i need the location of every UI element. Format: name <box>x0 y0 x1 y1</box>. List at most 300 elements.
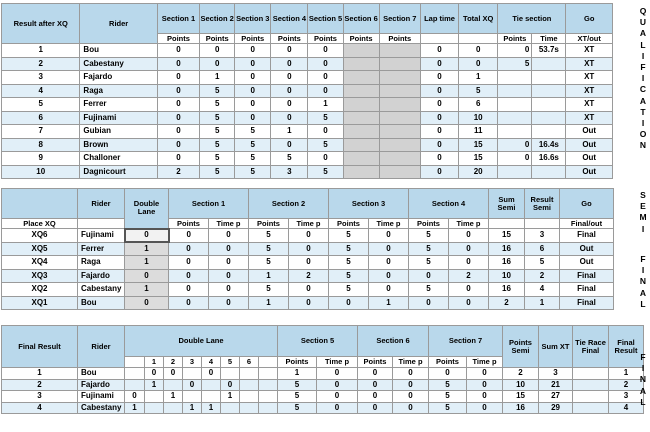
section-value: 0 <box>209 296 249 310</box>
section-value: 0 <box>317 368 358 380</box>
semi-final-table <box>1 188 614 310</box>
table-row <box>2 138 613 152</box>
section-value: 5 <box>329 269 369 283</box>
header-final-result-2: Final Result <box>609 326 644 368</box>
lap-time: 0 <box>420 111 458 125</box>
header-points-semi: Points Semi <box>503 326 539 368</box>
total-xq: 0 <box>459 57 498 71</box>
position-cell: 4 <box>2 84 80 98</box>
section-value: 5 <box>329 283 369 297</box>
section-value: 0 <box>393 391 429 403</box>
points-semi: 10 <box>503 379 539 391</box>
subheader-points: Points <box>169 219 209 229</box>
tie-time: 16.6s <box>532 152 566 166</box>
section-points: 5 <box>235 125 271 139</box>
tie-time <box>532 71 566 85</box>
subheader-tie-time: Time <box>532 34 566 44</box>
table-row <box>2 391 644 403</box>
section-value: 0 <box>289 229 329 243</box>
section-points: 0 <box>200 57 235 71</box>
section-value: 0 <box>169 296 209 310</box>
rider-name: Fujinami <box>78 391 125 403</box>
section-value: 0 <box>369 242 409 256</box>
subheader-lane-6: 6 <box>240 357 259 368</box>
table-row <box>2 368 644 380</box>
sum-semi: 15 <box>489 229 525 243</box>
rider-name: Ferrer <box>78 242 125 256</box>
subheader-time-p: Time p <box>289 219 329 229</box>
section-points: 5 <box>308 111 343 125</box>
tie-time <box>532 125 566 139</box>
tie-points <box>498 125 532 139</box>
lane-empty <box>259 379 278 391</box>
go-status: XT <box>566 111 613 125</box>
subheader-points: Points <box>429 357 467 368</box>
section-points: 5 <box>200 125 235 139</box>
header-tie-section: Tie section <box>498 4 566 34</box>
final-result: 1 <box>609 368 644 380</box>
total-xq: 0 <box>459 44 498 58</box>
section-points: 1 <box>271 125 308 139</box>
go-status: XT <box>566 84 613 98</box>
result-semi: 5 <box>525 256 560 270</box>
sum-xt: 3 <box>539 368 573 380</box>
subheader-points: Points <box>249 219 289 229</box>
section-value: 5 <box>429 402 467 414</box>
table-row <box>2 269 614 283</box>
total-xq: 15 <box>459 138 498 152</box>
section-value: 5 <box>409 242 449 256</box>
section-value: 0 <box>449 283 489 297</box>
header-section-1: Section 1 <box>169 189 249 219</box>
lap-time: 0 <box>420 98 458 112</box>
place-xq: XQ4 <box>2 256 78 270</box>
tie-points: 0 <box>498 44 532 58</box>
rider-name: Dagnicourt <box>80 165 157 179</box>
tie-time <box>532 84 566 98</box>
header-section-6: Section 6 <box>358 326 429 357</box>
tie-time <box>532 111 566 125</box>
rider-name: Raga <box>80 84 157 98</box>
section-points: 0 <box>271 138 308 152</box>
section-value: 0 <box>449 242 489 256</box>
place-xq: XQ3 <box>2 269 78 283</box>
section-value: 0 <box>289 242 329 256</box>
section-value: 2 <box>449 269 489 283</box>
header-go: Go <box>560 189 614 219</box>
go-status: Out <box>566 125 613 139</box>
lane-value: 0 <box>164 368 183 380</box>
subheader-lane-4: 4 <box>202 357 221 368</box>
table-row <box>2 84 613 98</box>
section-points: 3 <box>271 165 308 179</box>
lane-value <box>145 402 164 414</box>
rider-name: Fajardo <box>78 269 125 283</box>
section-points: 5 <box>200 152 235 166</box>
subheader-time-p: Time p <box>467 357 503 368</box>
lane-value <box>164 379 183 391</box>
tie-points: 5 <box>498 57 532 71</box>
section-value: 0 <box>209 242 249 256</box>
section-points: 0 <box>235 98 271 112</box>
sum-semi: 16 <box>489 242 525 256</box>
lane-value <box>221 402 240 414</box>
tie-race <box>573 391 609 403</box>
section-points: 0 <box>235 44 271 58</box>
final-result: 4 <box>609 402 644 414</box>
position-cell: 10 <box>2 165 80 179</box>
table-row <box>2 402 644 414</box>
table-row <box>2 296 614 310</box>
final-position: 2 <box>2 379 78 391</box>
lane-empty <box>240 402 259 414</box>
section-points: 0 <box>271 84 308 98</box>
final-position: 3 <box>2 391 78 403</box>
lane-value <box>202 391 221 403</box>
section-value: 0 <box>289 256 329 270</box>
go-status: Final <box>560 283 614 297</box>
section-value: 5 <box>409 283 449 297</box>
section-value: 5 <box>249 283 289 297</box>
section-points: 0 <box>235 111 271 125</box>
subheader-time-p: Time p <box>393 357 429 368</box>
subheader-points: Points <box>200 34 235 44</box>
table-row <box>2 152 613 166</box>
lane-value <box>145 391 164 403</box>
lane-value <box>221 368 240 380</box>
section-points: 5 <box>271 152 308 166</box>
section-value: 5 <box>249 256 289 270</box>
section-empty <box>343 71 379 85</box>
section-points: 1 <box>200 71 235 85</box>
section-value: 0 <box>467 391 503 403</box>
lane-value <box>202 379 221 391</box>
section-points: 5 <box>200 98 235 112</box>
lane-value: 1 <box>145 379 164 391</box>
double-lane-value: 0 <box>125 296 169 310</box>
section-points: 0 <box>308 125 343 139</box>
section-value: 0 <box>169 242 209 256</box>
subheader-points: Points <box>343 34 379 44</box>
header-result-semi: Result Semi <box>525 189 560 219</box>
section-value: 1 <box>249 296 289 310</box>
rider-name: Cabestany <box>80 57 157 71</box>
position-cell: 3 <box>2 71 80 85</box>
final-position: 1 <box>2 368 78 380</box>
section-points: 0 <box>271 98 308 112</box>
total-xq: 15 <box>459 152 498 166</box>
section-points: 0 <box>308 84 343 98</box>
side-label-semi: S E M I <box>639 190 647 234</box>
side-label-final: F I N A L <box>639 254 647 309</box>
subheader-place-xq: Place XQ <box>2 219 78 229</box>
section-value: 0 <box>358 379 393 391</box>
lane-value <box>183 391 202 403</box>
points-semi: 2 <box>503 368 539 380</box>
sum-semi: 16 <box>489 283 525 297</box>
tie-time: 53.7s <box>532 44 566 58</box>
section-value: 0 <box>209 269 249 283</box>
sum-semi: 2 <box>489 296 525 310</box>
section-points: 2 <box>157 165 199 179</box>
lane-value: 0 <box>183 379 202 391</box>
header-section-5: Section 5 <box>278 326 358 357</box>
section-value: 5 <box>329 229 369 243</box>
section-points: 0 <box>308 57 343 71</box>
section-value: 0 <box>393 379 429 391</box>
section-points: 0 <box>157 98 199 112</box>
lane-value: 0 <box>202 368 221 380</box>
rider-name: Gubian <box>80 125 157 139</box>
place-xq: XQ6 <box>2 229 78 243</box>
header-sum-xt: Sum XT <box>539 326 573 368</box>
table-row <box>2 379 644 391</box>
final-result: 2 <box>609 379 644 391</box>
lane-empty <box>259 391 278 403</box>
section-empty <box>379 138 420 152</box>
header-rider: Rider <box>78 326 125 368</box>
result-semi: 6 <box>525 242 560 256</box>
header-rider: Rider <box>78 189 125 219</box>
rider-name: Ferrer <box>80 98 157 112</box>
subheader-time-p: Time p <box>317 357 358 368</box>
lane-empty <box>240 368 259 380</box>
header-result-after-xq: Result after XQ <box>2 4 80 44</box>
position-cell: 2 <box>2 57 80 71</box>
points-semi: 15 <box>503 391 539 403</box>
section-value: 0 <box>449 229 489 243</box>
section-value: 0 <box>429 368 467 380</box>
position-cell: 7 <box>2 125 80 139</box>
place-xq: XQ2 <box>2 283 78 297</box>
section-value: 5 <box>429 379 467 391</box>
subheader-points: Points <box>157 34 199 44</box>
tie-time: 16.4s <box>532 138 566 152</box>
lane-empty <box>259 402 278 414</box>
result-semi: 1 <box>525 296 560 310</box>
section-value: 0 <box>467 368 503 380</box>
section-empty <box>343 165 379 179</box>
rider-name: Brown <box>80 138 157 152</box>
table-row <box>2 98 613 112</box>
section-points: 0 <box>157 125 199 139</box>
total-xq: 20 <box>459 165 498 179</box>
tie-points: 0 <box>498 152 532 166</box>
table-row <box>2 165 613 179</box>
tie-time <box>532 57 566 71</box>
section-value: 0 <box>289 296 329 310</box>
subheader-tie-points: Points <box>498 34 532 44</box>
double-lane-value: 0 <box>125 229 169 243</box>
go-status: XT <box>566 71 613 85</box>
sum-xt: 21 <box>539 379 573 391</box>
section-value: 1 <box>369 296 409 310</box>
section-points: 5 <box>235 152 271 166</box>
sum-xt: 27 <box>539 391 573 403</box>
table-row <box>2 111 613 125</box>
section-points: 5 <box>200 165 235 179</box>
lane-value: 0 <box>145 368 164 380</box>
go-status: Final <box>560 296 614 310</box>
subheader-points: Points <box>235 34 271 44</box>
subheader-go: XT/out <box>566 34 613 44</box>
go-status: Out <box>566 165 613 179</box>
subheader-lane-5: 5 <box>221 357 240 368</box>
section-value: 0 <box>393 402 429 414</box>
table-row <box>2 283 614 297</box>
lap-time: 0 <box>420 44 458 58</box>
section-points: 0 <box>157 84 199 98</box>
tie-points <box>498 98 532 112</box>
section-points: 1 <box>308 98 343 112</box>
section-empty <box>343 98 379 112</box>
rider-name: Cabestany <box>78 402 125 414</box>
section-value: 0 <box>317 379 358 391</box>
section-points: 5 <box>235 165 271 179</box>
header-section-7: Section 7 <box>379 4 420 34</box>
double-lane-value: 1 <box>125 256 169 270</box>
final-position: 4 <box>2 402 78 414</box>
section-empty <box>379 111 420 125</box>
section-value: 5 <box>249 229 289 243</box>
subheader-lane-3: 3 <box>183 357 202 368</box>
go-status: Final <box>560 229 614 243</box>
tie-time <box>532 98 566 112</box>
header-section-4: Section 4 <box>271 4 308 34</box>
section-points: 0 <box>271 111 308 125</box>
section-value: 0 <box>209 229 249 243</box>
section-empty <box>379 57 420 71</box>
section-points: 0 <box>271 44 308 58</box>
section-points: 0 <box>157 71 199 85</box>
side-label-final: F I N A L <box>639 352 647 407</box>
subheader-points: Points <box>329 219 369 229</box>
qualification-table <box>1 3 613 179</box>
sum-xt: 29 <box>539 402 573 414</box>
section-points: 0 <box>235 57 271 71</box>
section-value: 5 <box>278 379 317 391</box>
position-cell: 9 <box>2 152 80 166</box>
go-status: XT <box>566 44 613 58</box>
result-semi: 3 <box>525 229 560 243</box>
lap-time: 0 <box>420 125 458 139</box>
section-points: 0 <box>157 152 199 166</box>
subheader-points: Points <box>271 34 308 44</box>
section-value: 1 <box>249 269 289 283</box>
tie-points <box>498 111 532 125</box>
section-value: 0 <box>369 283 409 297</box>
header-section-7: Section 7 <box>429 326 503 357</box>
header-section-3: Section 3 <box>235 4 271 34</box>
section-points: 0 <box>157 57 199 71</box>
header-rider: Rider <box>80 4 157 44</box>
section-value: 5 <box>409 229 449 243</box>
section-value: 0 <box>358 368 393 380</box>
section-empty <box>343 57 379 71</box>
double-lane-value: 1 <box>125 242 169 256</box>
total-xq: 1 <box>459 71 498 85</box>
lane-empty <box>240 391 259 403</box>
header-section-1: Section 1 <box>157 4 199 34</box>
lap-time: 0 <box>420 138 458 152</box>
header-section-5: Section 5 <box>308 4 343 34</box>
section-points: 0 <box>200 44 235 58</box>
tie-time <box>532 165 566 179</box>
section-value: 5 <box>429 391 467 403</box>
final-result: 3 <box>609 391 644 403</box>
tie-points: 0 <box>498 138 532 152</box>
rider-name: Challoner <box>80 152 157 166</box>
section-empty <box>379 98 420 112</box>
section-empty <box>379 165 420 179</box>
go-status: XT <box>566 57 613 71</box>
section-points: 5 <box>308 165 343 179</box>
section-value: 5 <box>329 242 369 256</box>
section-value: 0 <box>369 256 409 270</box>
section-empty <box>343 138 379 152</box>
tie-points <box>498 71 532 85</box>
section-empty <box>343 125 379 139</box>
rider-name: Raga <box>78 256 125 270</box>
section-value: 0 <box>209 283 249 297</box>
place-xq: XQ1 <box>2 296 78 310</box>
section-value: 0 <box>169 229 209 243</box>
section-value: 0 <box>358 402 393 414</box>
header-go: Go <box>566 4 613 34</box>
section-value: 0 <box>169 256 209 270</box>
section-value: 0 <box>449 256 489 270</box>
lane-value: 0 <box>125 391 145 403</box>
lap-time: 0 <box>420 165 458 179</box>
lane-value: 1 <box>221 391 240 403</box>
section-points: 0 <box>235 84 271 98</box>
section-value: 0 <box>289 283 329 297</box>
total-xq: 6 <box>459 98 498 112</box>
section-value: 0 <box>409 296 449 310</box>
lane-value: 0 <box>221 379 240 391</box>
points-semi: 16 <box>503 402 539 414</box>
lane-value <box>164 402 183 414</box>
subheader-points: Points <box>308 34 343 44</box>
section-points: 0 <box>235 71 271 85</box>
rider-name: Cabestany <box>78 283 125 297</box>
section-points: 0 <box>308 152 343 166</box>
section-points: 0 <box>157 44 199 58</box>
header-section-2: Section 2 <box>200 4 235 34</box>
go-status: Out <box>566 152 613 166</box>
section-value: 0 <box>169 269 209 283</box>
position-cell: 8 <box>2 138 80 152</box>
header-double-lane: Double Lane <box>125 189 169 229</box>
lane-value <box>125 379 145 391</box>
go-status: Out <box>566 138 613 152</box>
rider-name: Bou <box>78 296 125 310</box>
header-section-4: Section 4 <box>409 189 489 219</box>
tie-race <box>573 368 609 380</box>
header-final-result: Final Result <box>2 326 78 368</box>
lane-empty <box>240 379 259 391</box>
section-points: 0 <box>308 71 343 85</box>
subheader-points: Points <box>379 34 420 44</box>
rider-name: Fajardo <box>78 379 125 391</box>
lane-empty <box>259 368 278 380</box>
total-xq: 5 <box>459 84 498 98</box>
header-section-2: Section 2 <box>249 189 329 219</box>
subheader-points: Points <box>409 219 449 229</box>
table-row <box>2 71 613 85</box>
section-value: 5 <box>278 391 317 403</box>
section-points: 0 <box>271 57 308 71</box>
